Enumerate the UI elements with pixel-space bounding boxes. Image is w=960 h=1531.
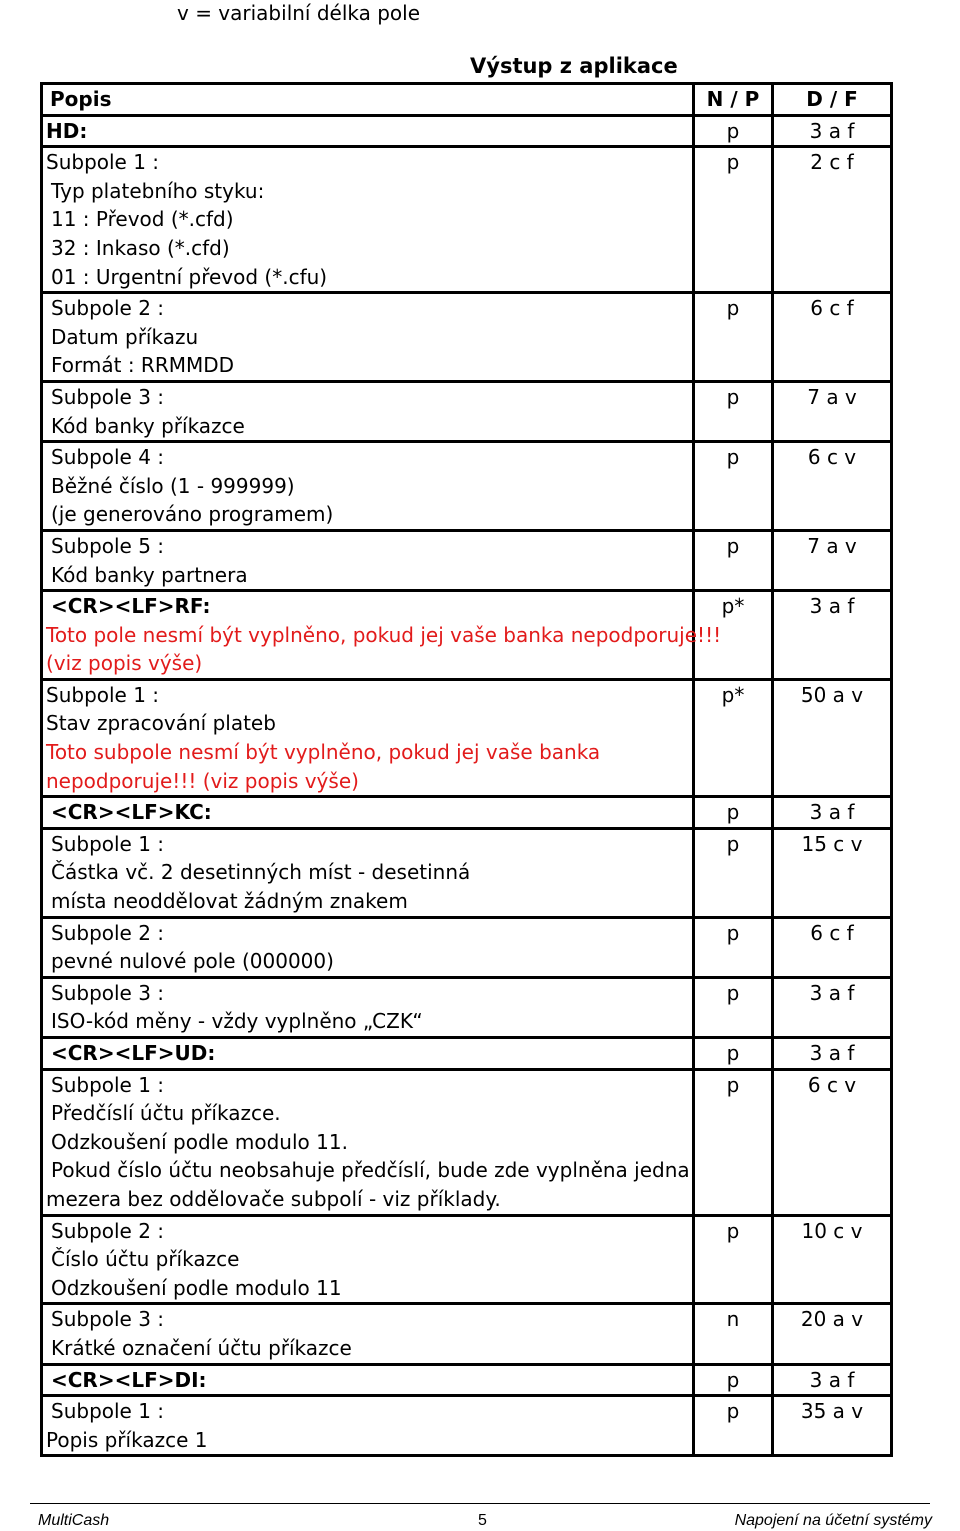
length-format-cell: 2 c f — [773, 147, 892, 293]
length-format-cell: 15 c v — [773, 828, 892, 917]
description-line: Typ platebního styku: — [51, 178, 265, 203]
length-format-cell: 6 c f — [773, 293, 892, 382]
table-body — [42, 115, 892, 1456]
table-row — [42, 977, 892, 1037]
field-description-cell — [42, 591, 722, 680]
mandatory-flag-cell: p — [694, 1364, 773, 1396]
description-line: Odzkoušení podle modulo 11 — [51, 1275, 342, 1300]
mandatory-flag-cell: p* — [694, 591, 773, 680]
record-tag: <CR><LF>DI: — [51, 1367, 207, 1392]
description-line: mezera bez oddělovače subpolí - viz příklady. — [46, 1186, 501, 1211]
length-format-cell: 3 a f — [773, 1038, 892, 1070]
description-line: Subpole 1 : — [51, 831, 165, 856]
field-description-cell — [42, 1038, 694, 1070]
description-line: Běžné číslo (1 - 999999) — [51, 473, 295, 498]
length-format-cell: 6 c f — [773, 917, 892, 977]
description-line: 32 : Inkaso (*.cfd) — [51, 235, 230, 260]
field-description-cell — [42, 530, 694, 590]
mandatory-flag-cell: p — [694, 917, 773, 977]
description-line: Kód banky partnera — [51, 562, 248, 587]
table-row — [42, 1038, 892, 1070]
table-row — [42, 1364, 892, 1396]
field-spec-table — [40, 82, 893, 1457]
mandatory-flag-cell: p — [694, 977, 773, 1037]
col-header-np: N / P — [694, 84, 773, 116]
description-line: 11 : Převod (*.cfd) — [51, 207, 234, 232]
record-tag: <CR><LF>UD: — [51, 1041, 216, 1065]
warning-text: Toto pole nesmí být vyplněno, pokud jej vaše banka nepodporuje!!! — [46, 622, 722, 647]
table-row — [42, 591, 892, 680]
variable-length-legend: v = variabilní délka pole — [177, 1, 421, 25]
col-header-df: D / F — [773, 84, 892, 116]
field-description-cell — [42, 679, 694, 796]
length-format-cell: 7 a v — [773, 381, 892, 441]
mandatory-flag-cell: p — [694, 381, 773, 441]
description-line: Číslo účtu příkazce — [51, 1247, 240, 1272]
description-line: Subpole 3 : — [51, 1307, 165, 1332]
field-description-cell — [42, 797, 694, 829]
record-tag: <CR><LF>RF: — [51, 594, 211, 619]
field-description-cell — [42, 442, 694, 531]
length-format-cell: 10 c v — [773, 1215, 892, 1304]
mandatory-flag-cell: p — [694, 1215, 773, 1304]
mandatory-flag-cell: p — [694, 1396, 773, 1456]
description-line: ISO-kód měny - vždy vyplněno „CZK“ — [51, 1009, 423, 1034]
mandatory-flag-cell: p — [694, 1069, 773, 1215]
description-line: Subpole 1 : — [51, 1399, 165, 1424]
field-description-cell — [42, 1304, 694, 1364]
description-line: Datum příkazu — [51, 324, 199, 349]
field-description-cell — [42, 381, 694, 441]
record-tag: <CR><LF>KC: — [51, 800, 212, 825]
description-line: Kód banky příkazce — [51, 413, 245, 438]
mandatory-flag-cell: p — [694, 828, 773, 917]
table-row — [42, 917, 892, 977]
footer-chapter: Napojení na účetní systémy — [734, 1512, 932, 1529]
description-line: Částka vč. 2 desetinných míst - desetinná — [51, 860, 471, 885]
length-format-cell: 20 a v — [773, 1304, 892, 1364]
table-row — [42, 679, 892, 796]
description-line: Předčíslí účtu příkazce. — [51, 1101, 281, 1126]
description-line: místa neoddělovat žádným znakem — [51, 889, 408, 914]
length-format-cell: 6 c v — [773, 1069, 892, 1215]
mandatory-flag-cell: p — [694, 797, 773, 829]
mandatory-flag-cell: p — [694, 147, 773, 293]
table-row — [42, 1215, 892, 1304]
description-line: Odzkoušení podle modulo 11. — [51, 1129, 348, 1154]
length-format-cell: 50 a v — [773, 679, 892, 796]
field-description-cell — [42, 147, 694, 293]
description-line: pevné nulové pole (000000) — [51, 949, 334, 974]
description-line: Krátké označení účtu příkazce — [51, 1335, 352, 1360]
warning-text: (viz popis výše) — [46, 651, 203, 676]
description-line: Subpole 1 : — [51, 1072, 165, 1097]
table-row — [42, 293, 892, 382]
table-header-row — [42, 84, 892, 116]
description-line: Subpole 1 : — [46, 682, 160, 707]
footer-page-number: 5 — [478, 1512, 487, 1529]
description-line: Subpole 5 : — [51, 533, 165, 558]
length-format-cell: 3 a f — [773, 1364, 892, 1396]
warning-text: nepodporuje!!! (viz popis výše) — [46, 768, 359, 793]
section-heading: Výstup z aplikace — [470, 54, 678, 78]
mandatory-flag-cell: p — [694, 530, 773, 590]
mandatory-flag-cell: p — [694, 442, 773, 531]
footer-divider — [30, 1503, 930, 1504]
mandatory-flag-cell: p — [694, 293, 773, 382]
description-line: Stav zpracování plateb — [46, 711, 276, 736]
description-line: 01 : Urgentní převod (*.cfu) — [51, 264, 328, 289]
length-format-cell: 6 c v — [773, 442, 892, 531]
length-format-cell: 7 a v — [773, 530, 892, 590]
field-description-cell — [42, 293, 694, 382]
length-format-cell: 3 a f — [773, 591, 892, 680]
description-line: Subpole 1 : — [46, 150, 160, 175]
table-row — [42, 797, 892, 829]
mandatory-flag-cell: n — [694, 1304, 773, 1364]
description-line: Subpole 2 : — [51, 296, 165, 321]
mandatory-flag-cell: p — [694, 115, 773, 147]
field-description-cell — [42, 1069, 694, 1215]
warning-text: Toto subpole nesmí být vyplněno, pokud jej vaše banka — [46, 740, 601, 765]
length-format-cell: 3 a f — [773, 115, 892, 147]
description-line: Popis příkazce 1 — [46, 1427, 208, 1452]
table-row — [42, 828, 892, 917]
mandatory-flag-cell: p — [694, 1038, 773, 1070]
col-header-popis: Popis — [42, 84, 694, 116]
field-description-cell — [42, 1364, 694, 1396]
table-row — [42, 1304, 892, 1364]
description-line: Subpole 3 : — [51, 980, 165, 1005]
record-tag: HD: — [46, 118, 88, 143]
table-row — [42, 1396, 892, 1456]
field-description-cell — [42, 917, 694, 977]
description-line: (je generováno programem) — [51, 502, 334, 527]
length-format-cell: 3 a f — [773, 977, 892, 1037]
mandatory-flag-cell: p* — [694, 679, 773, 796]
description-line: Subpole 3 : — [51, 384, 165, 409]
table-row — [42, 442, 892, 531]
description-line: Subpole 2 : — [51, 1218, 165, 1243]
table-row — [42, 1069, 892, 1215]
footer-product: MultiCash — [38, 1512, 110, 1529]
length-format-cell: 3 a f — [773, 797, 892, 829]
table-row — [42, 381, 892, 441]
field-description-cell — [42, 828, 694, 917]
field-description-cell — [42, 1215, 694, 1304]
description-line: Subpole 2 : — [51, 920, 165, 945]
field-description-cell — [42, 115, 694, 147]
length-format-cell: 35 a v — [773, 1396, 892, 1456]
field-description-cell — [42, 1396, 694, 1456]
table-row — [42, 115, 892, 147]
table-row — [42, 147, 892, 293]
description-line: Subpole 4 : — [51, 445, 165, 470]
description-line: Pokud číslo účtu neobsahuje předčíslí, bude zde vyplněna jedna — [51, 1158, 690, 1183]
table-row — [42, 530, 892, 590]
field-description-cell — [42, 977, 694, 1037]
description-line: Formát : RRMMDD — [51, 353, 235, 378]
